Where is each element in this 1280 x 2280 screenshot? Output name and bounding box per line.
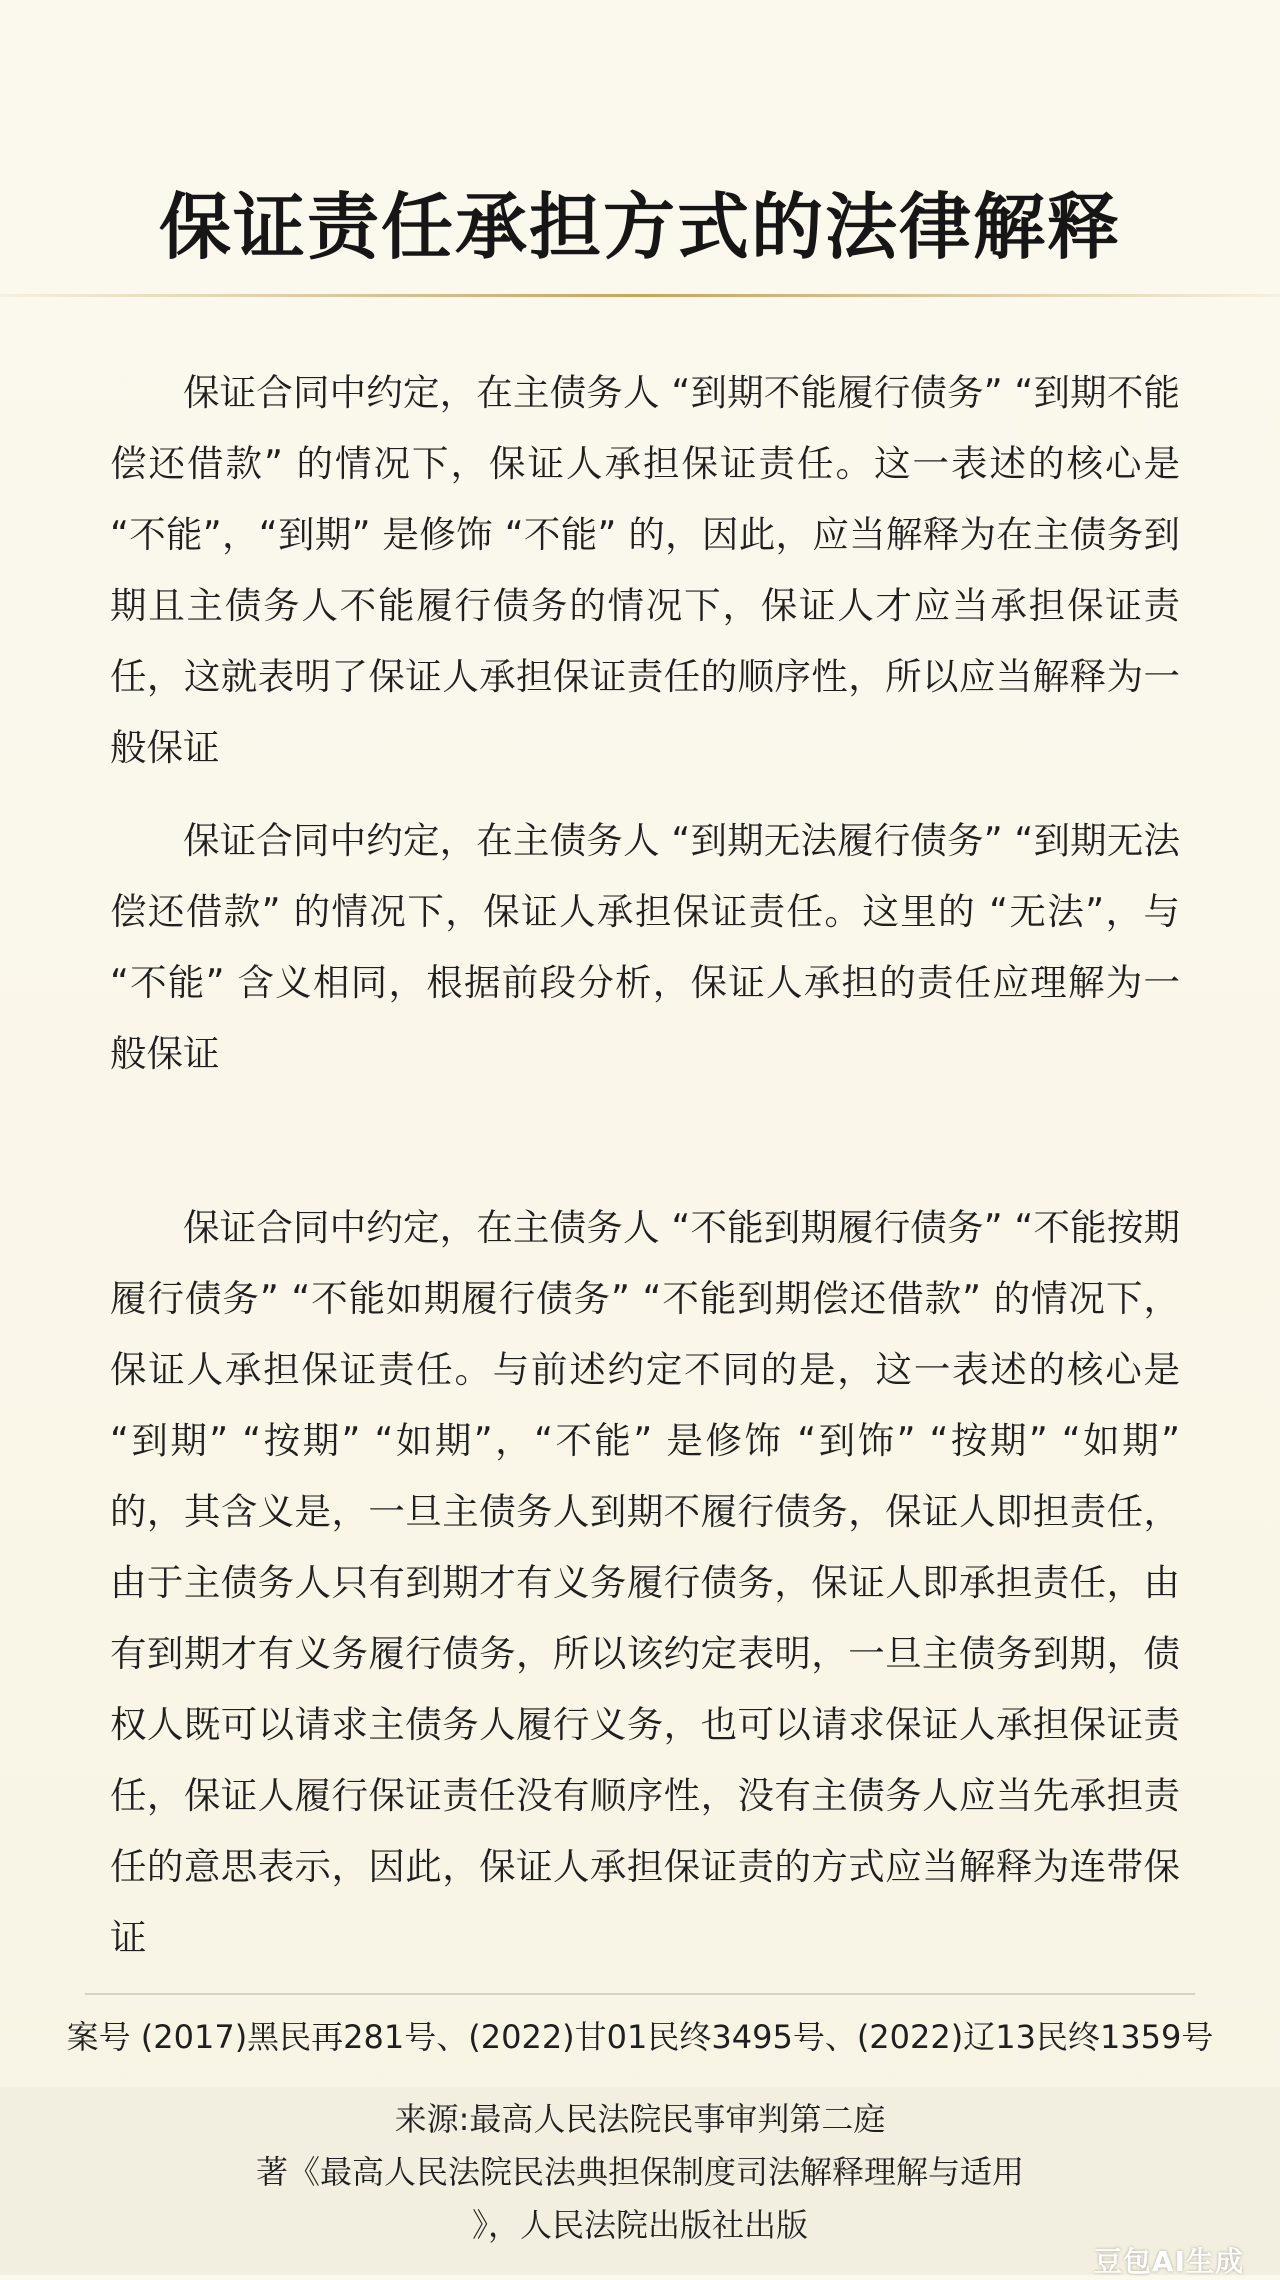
paragraph-general-guarantee-cannot: 保证合同中约定，在主债务人 “到期不能履行债务” “到期不能偿还借款” 的情况下，保证人承担保证责任。这一表述的核心是 “不能”，“到期” 是修饰 “不能” 的，因此，应当解释为在主债务到期且主债务人不能履行债务的情况下，保证人才应当承担保证责任，这就表明了保证人承担保证责任的顺序性，所以应当解释为一般保证 bbox=[110, 371, 1180, 769]
source-line-3: 》，人民法院出版社出版 bbox=[471, 2206, 808, 2244]
paragraph-joint-guarantee: 保证合同中约定，在主债务人 “不能到期履行债务” “不能按期履行债务” “不能如期履行债务” “不能到期偿还借款” 的情况下，保证人承担保证责任。与前述约定不同的是，这一表述的核心是 “到期” “按期” “如期”，“不能” 是修饰 “到饰” “按期” “如期” 的，其含义是，一旦主债务人到期不履行债务，保证人即担责任，由于主债务人只有到期才有义务履行债务，保证人即承担责任，由有到期才有义务履行债务，所以该约定表明，一旦主债务到期，债权人既可以请求主债务人履行义务，也可以请求保证人承担保证责任，保证人履行保证责任没有顺序性，没有主债务人应当先承担责任的意思表示，因此，保证人承担保证责的方式应当解释为连带保证 bbox=[110, 1206, 1180, 1959]
title-divider bbox=[0, 294, 1280, 297]
source-line-2: 著《最高人民法院民法典担保制度司法解释理解与适用 bbox=[255, 2153, 1024, 2191]
paragraph-general-guarantee-unable: 保证合同中约定，在主债务人 “到期无法履行债务” “到期无法偿还借款” 的情况下，保证人承担保证责任。这里的 “无法”，与 “不能” 含义相同，根据前段分析，保证人承担的责任应理解为一般保证 bbox=[110, 819, 1180, 1075]
page-title: 保证责任承担方式的法律解释 bbox=[158, 185, 1121, 269]
case-numbers: 案号 (2017)黑民再281号、(2022)甘01民终3495号、(2022)辽13民终1359号 bbox=[66, 2018, 1214, 2056]
case-divider bbox=[85, 1993, 1195, 1995]
ai-watermark: 豆包AI生成 bbox=[1093, 2245, 1244, 2278]
source-line-1: 来源:最高人民法院民事审判第二庭 bbox=[394, 2100, 886, 2138]
